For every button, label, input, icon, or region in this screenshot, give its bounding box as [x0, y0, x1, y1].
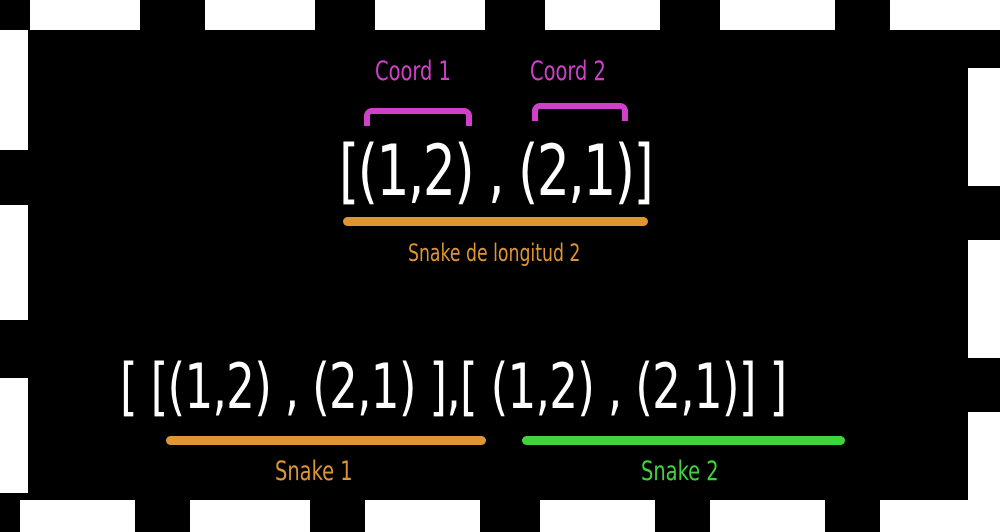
border-tile — [880, 500, 1000, 532]
snake1-underline — [166, 436, 486, 445]
snake-length-underline — [343, 217, 648, 226]
border-tile — [540, 500, 655, 532]
coord2-bracket — [532, 103, 628, 121]
snake-length-label: Snake de longitud 2 — [408, 239, 581, 267]
border-tile — [890, 0, 1000, 30]
border-tile — [710, 500, 825, 532]
border-tile — [545, 0, 660, 30]
border-tile — [968, 68, 1000, 186]
snakes-list-expression: [ [(1,2) , (2,1) ],[ (1,2) , (2,1)] ] — [120, 350, 787, 423]
snake2-label: Snake 2 — [641, 456, 719, 487]
snake1-label: Snake 1 — [275, 456, 353, 487]
border-tile — [0, 378, 28, 493]
snake2-underline — [522, 436, 845, 445]
border-tile — [0, 30, 28, 150]
border-tile — [20, 500, 135, 532]
border-tile — [968, 412, 1000, 500]
coord1-label: Coord 1 — [375, 56, 451, 87]
snake-expression: [(1,2) , (2,1)] — [339, 130, 653, 212]
coord2-label: Coord 2 — [530, 56, 606, 87]
border-tile — [0, 205, 28, 320]
border-tile — [375, 0, 485, 30]
coord1-bracket — [364, 108, 472, 126]
border-tile — [205, 0, 315, 30]
border-tile — [720, 0, 835, 30]
border-tile — [190, 500, 310, 532]
border-tile — [30, 0, 140, 30]
border-tile — [968, 240, 1000, 358]
border-tile — [365, 500, 480, 532]
